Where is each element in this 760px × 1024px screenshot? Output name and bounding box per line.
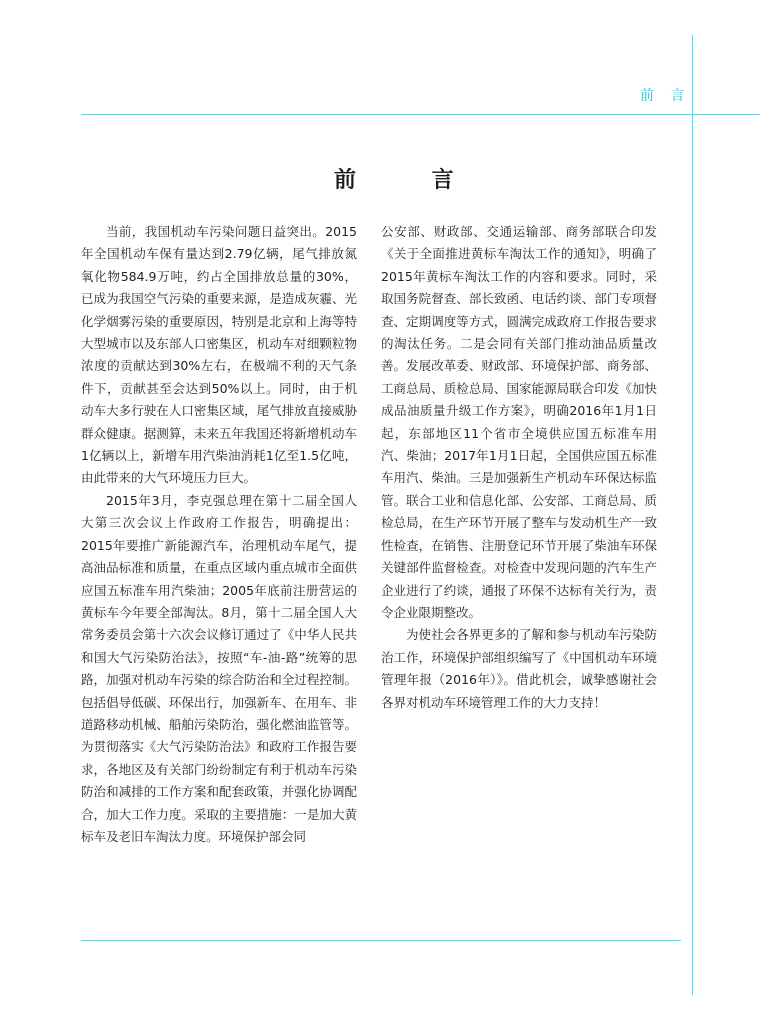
right-margin-rule: [692, 35, 693, 995]
paragraph-continued: 公安部、财政部、交通运输部、商务部联合印发《关于全面推进黄标车淘汰工作的通知》，明确了2015年黄标车淘汰工作的内容和要求。同时，采取国务院督查、部长致函、电话约谈、部门专项督查、定期调度等方式，圆满完成政府工作报告要求的淘汰任务。二是会同有关部门推动油品质量改善。发展改革委、财政部、环境保护部、商务部、工商总局、质检总局、国家能源局联合印发《加快成品油质量升级工作方案》，明确2016年1月1日起，东部地区11个省市全境供应国五标准车用汽、柴油；2017年1月1日起，全国供应国五标准车用汽、柴油。三是加强新生产机动车环保达标监管。联合工业和信息化部、公安部、工商总局、质检总局，在生产环节开展了整车与发动机生产一致性检查，在销售、注册登记环节开展了柴油车环保关键部件监督检查。对检查中发现问题的汽车生产企业进行了约谈，通报了环保不达标有关行为，责令企业限期整改。: [381, 224, 657, 620]
page-title: 前 言: [334, 167, 488, 193]
paragraph: 当前，我国机动车污染问题日益突出。2015年全国机动车保有量达到2.79亿辆，尾气排放氮氧化物584.9万吨，约占全国排放总量的30%，已成为我国空气污染的重要来源，是造成灰霾、光化学烟雾污染的重要原因，特别是北京和上海等特大型城市以及东部人口密集区，机动车对细颗粒物浓度的贡献达到30%左右，在极端不利的天气条件下，贡献甚至会达到50%以上。同时，由于机动车大多行驶在人口密集区域，尾气排放直接威胁群众健康。据测算，未来五年我国还将新增机动车1亿辆以上，新增车用汽柴油消耗1亿至1.5亿吨，由此带来的大气环境压力巨大。: [81, 224, 357, 486]
running-header-title: 前 言: [640, 88, 691, 104]
footer-rule: [81, 940, 681, 941]
body-column-right: [381, 221, 657, 714]
header-rule: [81, 114, 760, 115]
paragraph: 为使社会各界更多的了解和参与机动车污染防治工作，环境保护部组织编写了《中国机动车环境管理年报（2016年）》。借此机会，诚挚感谢社会各界对机动车环境管理工作的大力支持！: [381, 627, 657, 710]
body-column-left: [81, 221, 357, 848]
paragraph: 2015年3月，李克强总理在第十二届全国人大第三次会议上作政府工作报告，明确提出：2015年要推广新能源汽车，治理机动车尾气，提高油品标准和质量，在重点区域内重点城市全面供应国五标准车用汽柴油；2005年底前注册营运的黄标车今年要全部淘汰。8月，第十二届全国人大常务委员会第十六次会议修订通过了《中华人民共和国大气污染防治法》，按照“车-油-路”统筹的思路，加强对机动车污染的综合防治和全过程控制。包括倡导低碳、环保出行，加强新车、在用车、非道路移动机械、船舶污染防治，强化燃油监管等。为贯彻落实《大气污染防治法》和政府工作报告要求，各地区及有关部门纷纷制定有利于机动车污染防治和减排的工作方案和配套政策，并强化协调配合，加大工作力度。采取的主要措施：一是加大黄标车及老旧车淘汰力度。环境保护部会同: [81, 492, 357, 844]
